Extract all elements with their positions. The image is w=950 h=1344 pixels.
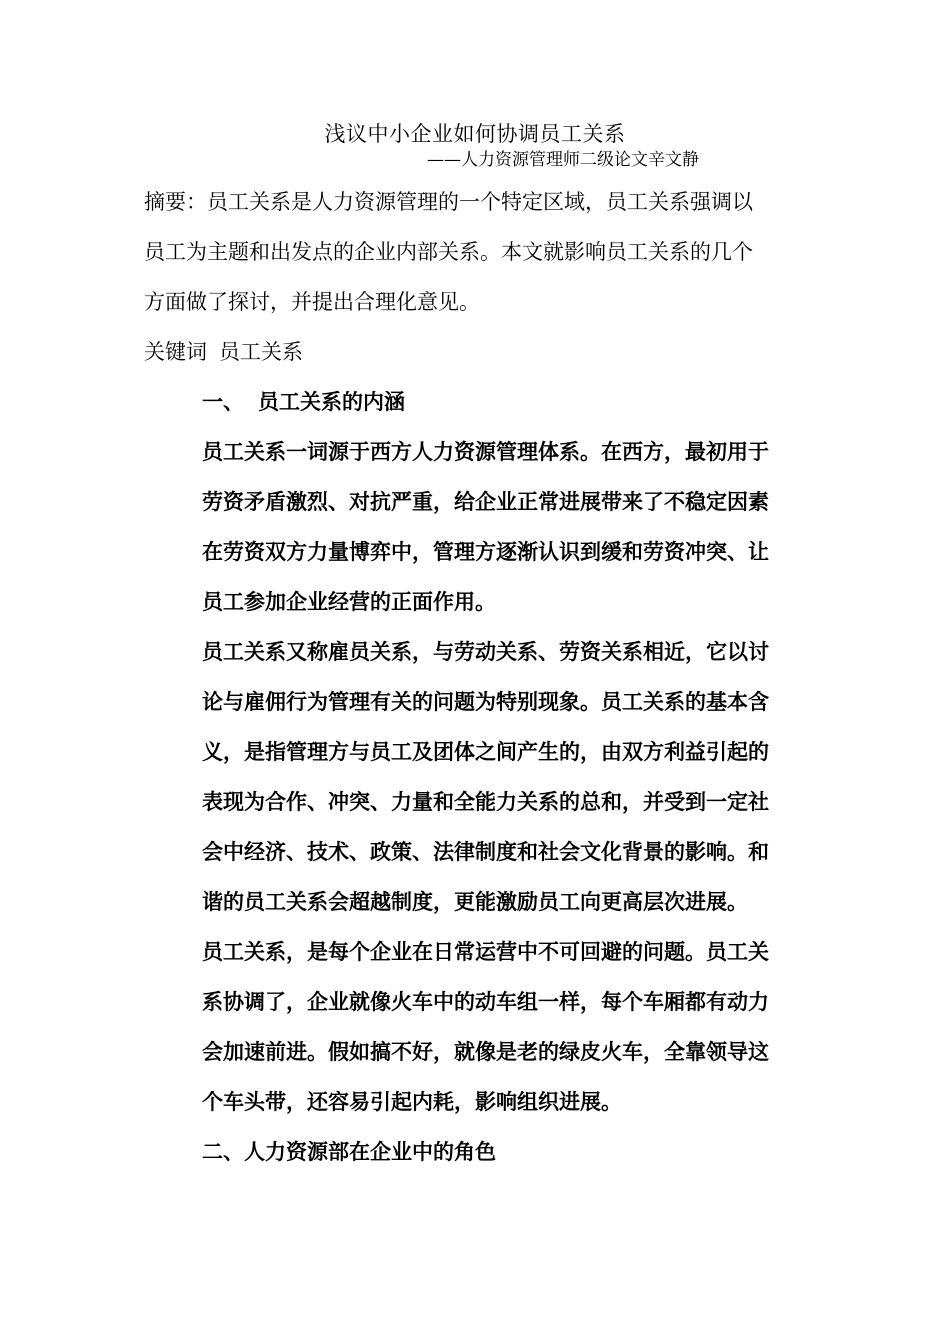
- abstract-line: 方面做了探讨，并提出合理化意见。: [144, 290, 480, 314]
- paragraph-line: 会加速前进。假如搞不好，就像是老的绿皮火车，全靠领导这: [202, 1040, 769, 1064]
- document-subtitle: ——人力资源管理师二级论文辛文静: [427, 150, 699, 170]
- keywords-line: [144, 336, 303, 366]
- paragraph-line: 员工关系一词源于西方人力资源管理体系。在西方，最初用于: [202, 440, 769, 464]
- section-1-number: 一、: [202, 390, 244, 414]
- keywords-label: 关键词: [144, 340, 207, 364]
- paragraph-line: 员工关系，是每个企业在日常运营中不可回避的问题。员工关: [202, 940, 769, 964]
- paragraph-line: 员工关系又称雇员关系，与劳动关系、劳资关系相近，它以讨: [202, 640, 769, 664]
- paragraph-line: 劳资矛盾激烈、对抗严重，给企业正常进展带来了不稳定因素: [202, 490, 769, 514]
- paragraph-line: 论与雇佣行为管理有关的问题为特别现象。员工关系的基本含: [202, 690, 769, 714]
- document-title: 浅议中小企业如何协调员工关系: [324, 122, 626, 146]
- paragraph-line: 会中经济、技术、政策、法律制度和社会文化背景的影响。和: [202, 840, 769, 864]
- abstract-line: 摘要：员工关系是人力资源管理的一个特定区域，员工关系强调以: [144, 190, 753, 214]
- paragraph-line: 谐的员工关系会超越制度，更能激励员工向更高层次进展。: [202, 890, 748, 914]
- paragraph-line: 在劳资双方力量博弈中，管理方逐渐认识到缓和劳资冲突、让: [202, 540, 769, 564]
- paragraph-line: 系协调了，企业就像火车中的动车组一样，每个车厢都有动力: [202, 990, 769, 1014]
- paragraph-line: 义，是指管理方与员工及团体之间产生的，由双方利益引起的: [202, 740, 769, 764]
- keywords-value: 员工关系: [219, 340, 303, 364]
- section-1-title: 员工关系的内涵: [258, 390, 405, 414]
- section-2-heading: 二、人力资源部在企业中的角色: [202, 1140, 496, 1164]
- paragraph-line: 表现为合作、冲突、力量和全能力关系的总和，并受到一定社: [202, 790, 769, 814]
- section-1-heading: [202, 386, 405, 416]
- paragraph-line: 个车头带，还容易引起内耗，影响组织进展。: [202, 1090, 622, 1114]
- paragraph-line: 员工参加企业经营的正面作用。: [202, 590, 496, 614]
- abstract-line: 员工为主题和出发点的企业内部关系。本文就影响员工关系的几个: [144, 240, 753, 264]
